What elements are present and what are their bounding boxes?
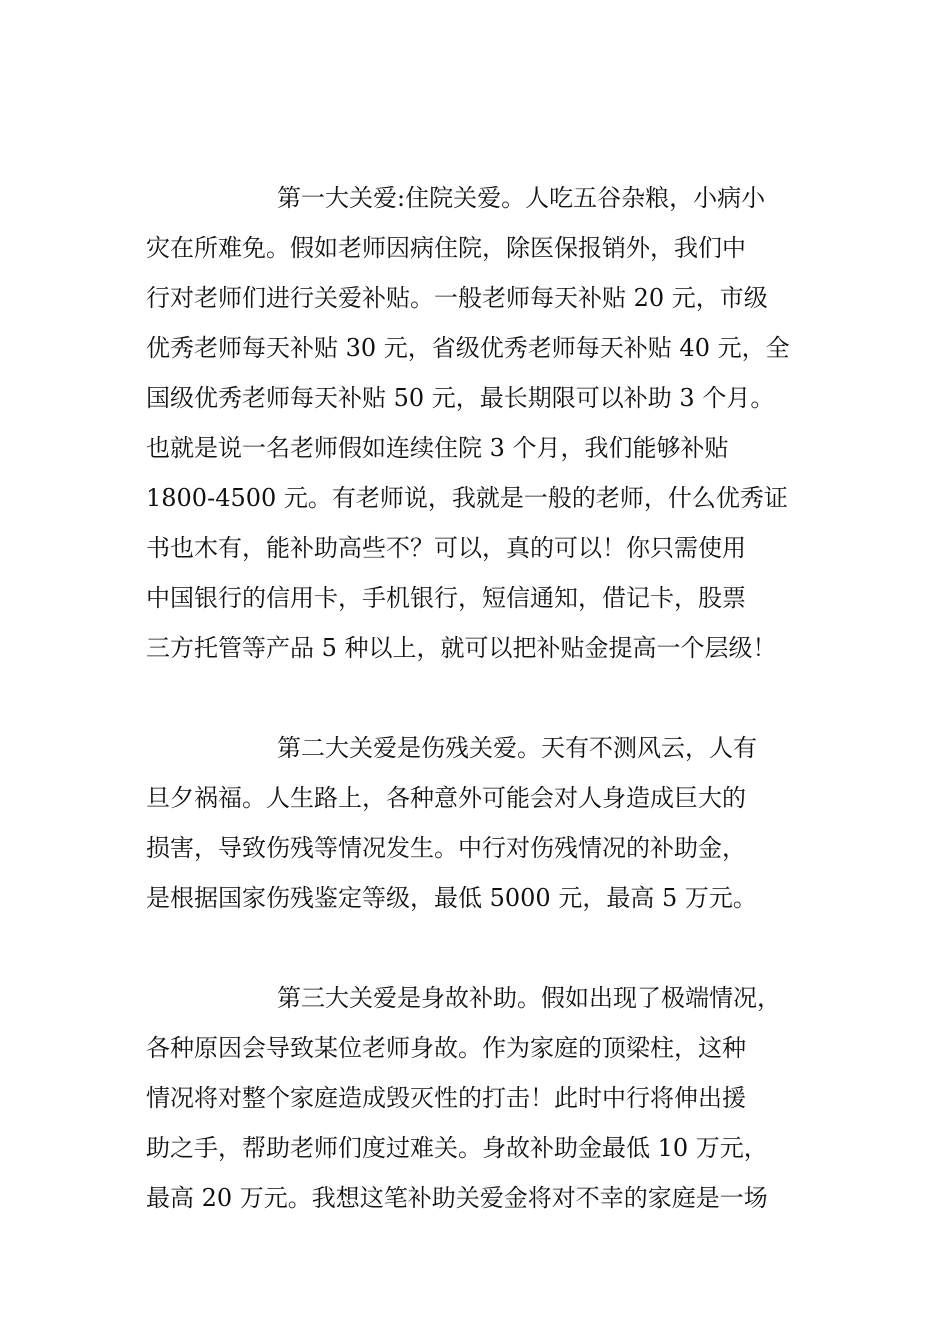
text-line: 损害，导致伤残等情况发生。中行对伤残情况的补助金， — [146, 834, 746, 862]
text-line: 各种原因会导致某位老师身故。作为家庭的顶梁柱，这种 — [146, 1034, 746, 1062]
text-line: 最高 20 万元。我想这笔补助关爱金将对不幸的家庭是一场 — [146, 1184, 768, 1212]
text-line: 第一大关爱:住院关爱。人吃五谷杂粮，小病小 — [277, 184, 766, 212]
text-line: 灾在所难免。假如老师因病住院，除医保报销外，我们中 — [146, 234, 746, 262]
text-line: 书也木有，能补助高些不？可以，真的可以！你只需使用 — [146, 534, 746, 562]
document-body — [146, 178, 816, 1228]
paragraph-death-benefit — [146, 978, 816, 1228]
text-line: 旦夕祸福。人生路上，各种意外可能会对人身造成巨大的 — [146, 784, 746, 812]
text-line: 助之手，帮助老师们度过难关。身故补助金最低 10 万元， — [146, 1134, 768, 1162]
text-line: 情况将对整个家庭造成毁灭性的打击！此时中行将伸出援 — [146, 1084, 746, 1112]
text-line: 三方托管等产品 5 种以上，就可以把补贴金提高一个层级！ — [146, 634, 777, 662]
paragraph-disability-care — [146, 728, 816, 928]
text-line: 1800-4500 元。有老师说，我就是一般的老师，什么优秀证 — [146, 484, 788, 512]
text-line: 第三大关爱是身故补助。假如出现了极端情况， — [277, 984, 781, 1012]
text-line: 中国银行的信用卡，手机银行，短信通知，借记卡，股票 — [146, 584, 746, 612]
paragraph-hospital-care — [146, 178, 816, 678]
text-line: 是根据国家伤残鉴定等级，最低 5000 元，最高 5 万元。 — [146, 884, 757, 912]
text-line: 也就是说一名老师假如连续住院 3 个月，我们能够补贴 — [146, 434, 729, 462]
text-line: 第二大关爱是伤残关爱。天有不测风云，人有 — [277, 734, 757, 762]
text-line: 优秀老师每天补贴 30 元，省级优秀老师每天补贴 40 元，全 — [146, 334, 790, 362]
text-line: 国级优秀老师每天补贴 50 元，最长期限可以补助 3 个月。 — [146, 384, 775, 412]
text-line: 行对老师们进行关爱补贴。一般老师每天补贴 20 元，市级 — [146, 284, 768, 312]
